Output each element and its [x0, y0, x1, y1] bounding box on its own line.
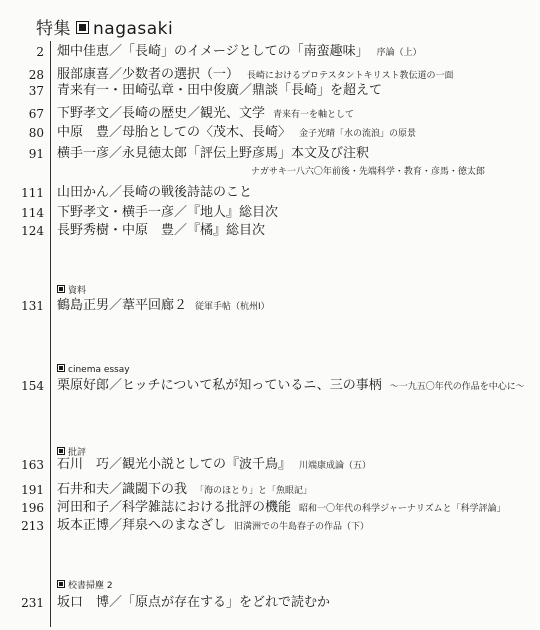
list-item — [0, 124, 540, 142]
entry-note: 金子光晴「水の流浪」の原景 — [299, 129, 417, 139]
entry-title: ／拜泉へのまなざし — [109, 518, 227, 533]
entry-note: 従軍手帖（杭州Ⅰ） — [195, 302, 270, 312]
list-item — [0, 481, 540, 499]
page-number: 231 — [21, 596, 44, 610]
entry-note: 長崎におけるプロテスタントキリスト教伝道の一面 — [247, 71, 454, 81]
list-item — [0, 184, 540, 202]
page-number: 154 — [21, 379, 44, 393]
entry-title: ／識閾下の我 — [109, 482, 188, 497]
square-mark-icon — [57, 447, 65, 455]
list-item — [0, 456, 540, 474]
entry-author: 服部康喜 — [57, 67, 110, 82]
list-item — [0, 499, 540, 517]
list-item — [0, 377, 540, 395]
section-label: 資料 — [57, 283, 86, 296]
entry-note: 「海のほとり」と「魚眼記」 — [195, 486, 313, 496]
entry-title: ／観光小説としての『波千鳥』 — [109, 457, 292, 472]
square-mark-icon — [57, 580, 65, 588]
page-number: 28 — [28, 68, 44, 82]
list-item — [0, 297, 540, 315]
entry-author: 山田かん — [57, 185, 110, 200]
page-number: 124 — [21, 224, 44, 238]
entry-author: 鶴島正男 — [57, 298, 110, 313]
title-main: nagasaki — [93, 19, 174, 39]
entry-title: ／鼎談「長崎」を超えて — [239, 83, 383, 98]
entry-author: 坂口 博 — [57, 595, 110, 610]
entry-title: ／ヒッチについて私が知っているニ、三の事柄 — [109, 378, 382, 393]
entry-author: 青来有一・田崎弘章・田中俊廣 — [57, 83, 240, 98]
entry-note: 〜一九五〇年代の作品を中心に〜 — [389, 382, 525, 392]
list-item — [0, 43, 540, 61]
list-item — [0, 82, 540, 100]
entry-author: 畑中佳恵 — [57, 44, 110, 59]
section-label: 校書掃塵 2 — [57, 578, 113, 591]
section-label: 批評 — [57, 445, 86, 458]
entry-note: 昭和一〇年代の科学ジャーナリズムと「科学評論」 — [299, 504, 506, 514]
entry-author: 下野孝文・横手一彦 — [57, 205, 175, 220]
entry-title: ／長崎の歴史／観光、文学 — [109, 106, 266, 121]
entry-title: ／母胎としての〈茂木、長崎〉 — [109, 125, 292, 140]
entry-title: ／科学雑誌における批評の機能 — [109, 500, 292, 515]
page-number: 191 — [21, 483, 44, 497]
entry-note: 川端康成論（五） — [299, 461, 372, 471]
page-number: 131 — [21, 299, 44, 313]
entry-author: 横手一彦 — [57, 146, 110, 161]
list-item — [0, 594, 540, 612]
entry-author: 坂本正博 — [57, 518, 110, 533]
entry-title: ／「原点が存在する」をどれで読むか — [109, 595, 331, 610]
entry-note: 旧満洲での牛島春子の作品（下） — [234, 522, 370, 532]
page-title — [36, 14, 173, 39]
list-item — [0, 105, 540, 123]
entry-title: ／葦平回廊２ — [109, 298, 188, 313]
page-number: 163 — [21, 458, 44, 472]
square-mark-icon — [76, 21, 89, 34]
page-number: 114 — [21, 206, 44, 220]
page-number: 67 — [28, 107, 44, 121]
entry-author: 下野孝文 — [57, 106, 110, 121]
entry-author: 河田和子 — [57, 500, 110, 515]
page-number: 196 — [21, 501, 44, 515]
section-label: cinema essay — [57, 364, 130, 375]
entry-subnote: ナガサキ一八六〇年前後・先端科学・教育・彦馬・徳太郎 — [251, 167, 485, 177]
square-mark-icon — [57, 285, 65, 293]
page-number: 213 — [21, 519, 44, 533]
entry-author: 石井和夫 — [57, 482, 110, 497]
entry-title: ／「長崎」のイメージとしての「南蛮趣味」 — [109, 44, 369, 59]
entry-note: 青来有一を軸として — [273, 110, 355, 120]
square-mark-icon — [57, 364, 65, 372]
entry-title: ／『地人』総目次 — [174, 205, 279, 220]
entry-title: ／永見徳太郎「評伝上野彦馬」本文及び注釈 — [109, 146, 370, 161]
list-item — [0, 222, 540, 240]
page-number: 111 — [21, 186, 44, 200]
entry-author: 石川 巧 — [57, 457, 110, 472]
entry-title: ／少数者の選択（一） — [109, 67, 240, 82]
entry-author: 長野秀樹・中原 豊 — [57, 223, 175, 238]
entry-author: 中原 豊 — [57, 125, 110, 140]
entry-title: ／『橘』総目次 — [174, 223, 266, 238]
list-item — [0, 145, 540, 163]
title-prefix: 特集 — [36, 19, 71, 39]
page-number: 91 — [28, 147, 44, 161]
list-item — [0, 517, 540, 535]
page-number: 37 — [28, 84, 44, 98]
entry-author: 栗原好郎 — [57, 378, 110, 393]
entry-note: 序論（上） — [376, 48, 422, 58]
page-number: 2 — [36, 45, 44, 59]
list-item — [0, 204, 540, 222]
page-number: 80 — [28, 126, 44, 140]
entry-title: ／長崎の戦後詩誌のこと — [109, 185, 253, 200]
